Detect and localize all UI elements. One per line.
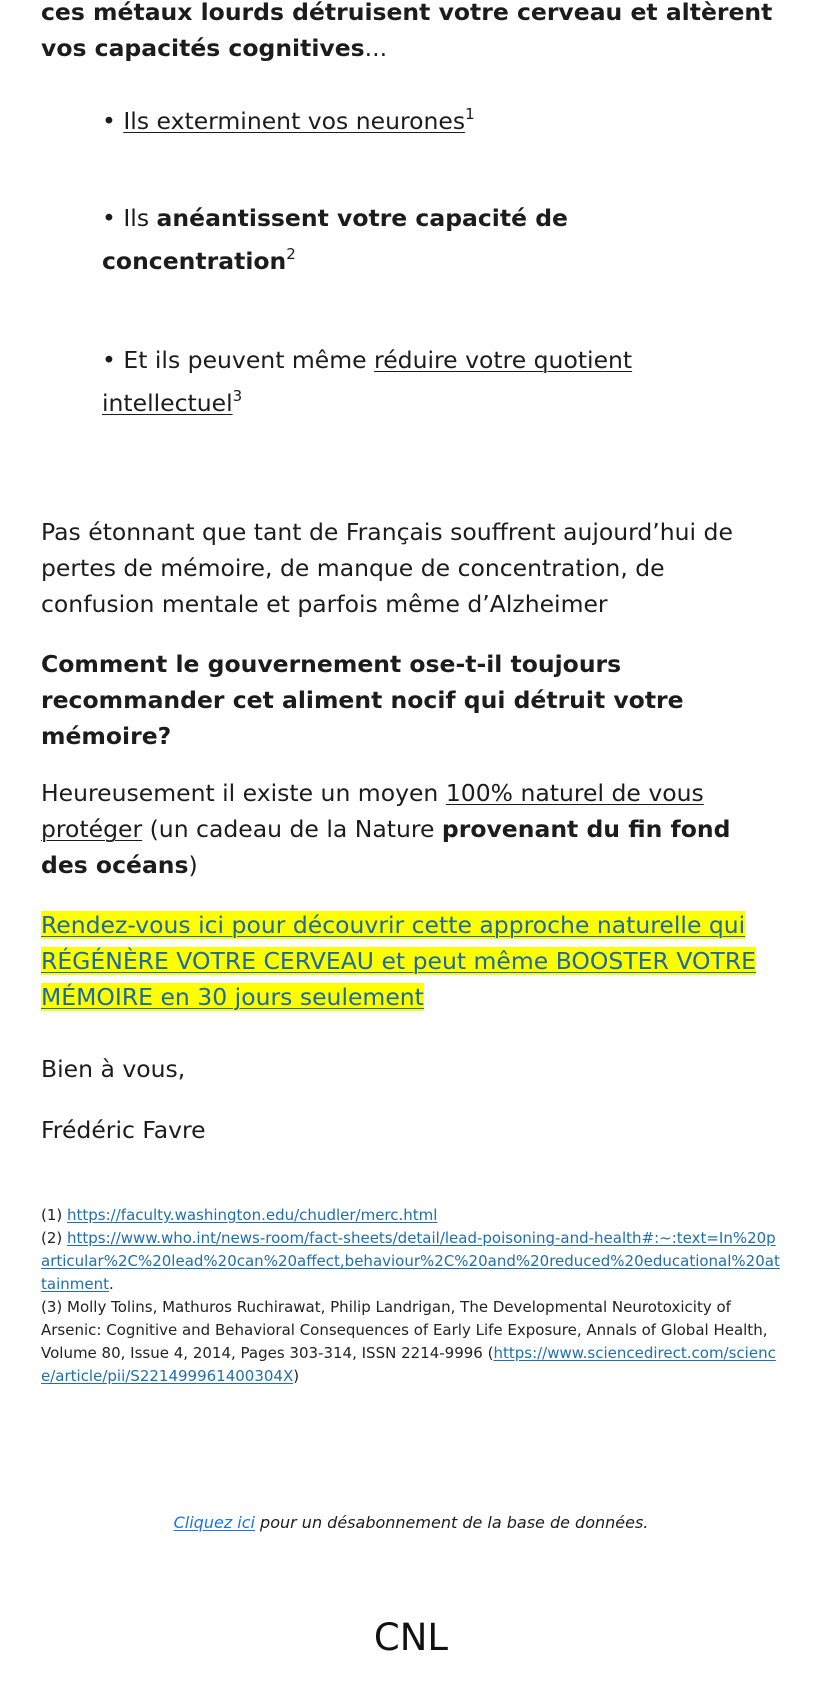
cta-paragraph [41,907,781,1015]
footnote-ref-1: 1 [465,105,475,123]
list-item-underlined: réduire votre quotient intellectuel [102,346,633,417]
intro-ellipsis: ... [364,34,388,62]
footnote-3 [41,1296,781,1388]
list-item [102,197,722,283]
unsubscribe-line [0,1512,822,1534]
footnote-label: (1) [41,1206,68,1224]
bullet-icon: • [102,107,116,135]
list-item-bold: anéantissent votre capacité de concentration [102,204,568,275]
heading-question: Comment le gouvernement ose-t-il toujours recommander cet aliment nocif qui détruit votre mémoire? [41,650,684,750]
paragraph-solution [41,775,781,883]
list-item [102,100,722,143]
closing-text: Bien à vous, [41,1055,186,1083]
unsubscribe-text: pour un désabonnement de la base de données. [254,1513,649,1532]
footnote-1 [41,1204,781,1227]
footnote-link[interactable]: https://faculty.washington.edu/chudler/merc.html [67,1206,438,1224]
intro-paragraph [41,0,781,66]
footnote-ref-3: 3 [232,387,243,405]
solution-middle: (un cadeau de la Nature [142,815,442,843]
solution-underlined: 100% naturel de vous protéger [41,779,704,843]
footnote-suffix: ) [293,1367,300,1385]
intro-bold-text: ces métaux lourds détruisent votre cerveau et altèrent vos capacités cognitives [41,0,773,62]
cta-link[interactable]: Rendez-vous ici pour découvrir cette approche naturelle qui RÉGÉNÈRE VOTRE CERVEAU et peut même BOOSTER VOTRE MÉMOIRE en 30 jours seulement [41,911,757,1011]
footnote-label: (2) [41,1229,68,1247]
solution-bold: provenant du fin fond des océans [41,815,731,879]
footnote-link[interactable]: https://www.sciencedirect.com/science/article/pii/S221499961400304X [41,1344,776,1385]
brand-footer: CNL [373,1616,449,1659]
footnote-ref-2: 2 [286,245,296,263]
bullet-icon: • [102,346,116,374]
footnote-link[interactable]: https://www.who.int/news-room/fact-sheets/detail/lead-poisoning-and-health#:~:text=In%20particular%2C%20lead%20can%20affect,behaviour%2C%20and%20reduced%20educational%20attainment [41,1229,780,1293]
list-item-prefix: Ils [123,204,157,232]
footnotes [41,1204,781,1388]
footnote-label: (3) Molly Tolins, Mathuros Ruchirawat, Philip Landrigan, The Developmental Neurotoxicity of Arsenic: Cognitive and Behavioral Consequences of Early Life Exposure, Annals of Global Health, Volume 80, Issue 4, 2014, Pages 303-314, ISSN 2214-9996 ( [41,1298,768,1362]
bullet-icon: • [102,204,116,232]
list-item-prefix: Et ils peuvent même [123,346,375,374]
solution-start: Heureusement il existe un moyen [41,779,446,807]
list-item [102,339,722,425]
footnote-2 [41,1227,781,1296]
solution-end: ) [188,851,198,879]
signature-name: Frédéric Favre [41,1116,206,1144]
paragraph-symptoms: Pas étonnant que tant de Français souffrent aujourd’hui de pertes de mémoire, de manque de concentration, de confusion mentale et parfois même d’Alzheimer [41,518,733,618]
footnote-suffix: . [108,1275,114,1293]
unsubscribe-link[interactable]: Cliquez ici [173,1513,255,1532]
list-item-underlined: Ils exterminent vos neurones [123,107,466,135]
